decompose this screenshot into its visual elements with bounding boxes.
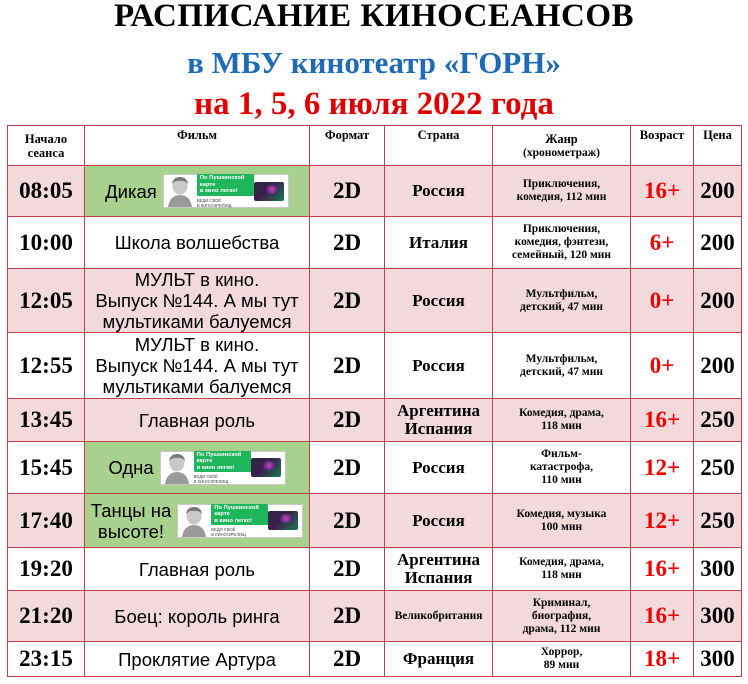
table-row: [8, 217, 742, 269]
genre_lines-line: Хоррор,: [540, 646, 583, 658]
film-format: 2D: [310, 333, 385, 399]
table-row: [8, 333, 742, 399]
country_lines-line: Россия: [412, 355, 465, 375]
age-rating: 0+: [631, 333, 694, 399]
film_lines-line: Главная роль: [138, 558, 256, 580]
film_lines-line: МУЛЬТ в кино.: [134, 269, 260, 290]
film-with-badge: [90, 451, 304, 485]
column-header-genre-sublabel: (хронометраж): [523, 146, 600, 159]
film-country: [385, 494, 493, 548]
pushkin-card-caption: [211, 527, 246, 537]
film_lines-line: Выпуск №144. А мы тут: [95, 355, 299, 376]
genre_lines-line: Криминал,: [532, 596, 591, 609]
pushkin-card-slogan-line1: По Пушкинской карте: [214, 504, 259, 518]
film-country: [385, 217, 493, 269]
film-country: [385, 399, 493, 442]
ticket-price: 200: [694, 217, 742, 269]
country_lines-line: Испания: [404, 419, 473, 438]
ticket-price: 300: [694, 548, 742, 591]
pushkin-card-slogan-line2: в кино легко!: [214, 517, 253, 524]
film-country: [385, 166, 493, 217]
ticket-price: 300: [694, 591, 742, 642]
column-header-country-label: Страна: [417, 128, 460, 142]
genre_lines-line: семейный, 120 мин: [511, 249, 612, 261]
pushkin-portrait-icon: [166, 175, 194, 207]
film-genre: [493, 442, 631, 494]
age-rating: 6+: [631, 217, 694, 269]
film-title-cell: [85, 548, 310, 591]
column-header-film-label: Фильм: [176, 128, 218, 142]
film-title: [108, 457, 153, 478]
pushkin-card-badge: [177, 504, 303, 538]
genre_lines-line: биография,: [531, 609, 592, 622]
ticket-price: 200: [694, 166, 742, 217]
schedule-title: РАСПИСАНИЕ КИНОСЕАНСОВ: [113, 0, 635, 34]
column-header-price-label: Цена: [703, 128, 732, 142]
session-time: 23:15: [8, 642, 85, 677]
film-country: [385, 642, 493, 677]
film-format: 2D: [310, 269, 385, 333]
film-genre: [493, 333, 631, 399]
country_lines-line: Франция: [402, 649, 475, 668]
age-rating: 16+: [631, 399, 694, 442]
country_lines-line: Россия: [412, 457, 465, 477]
film-title-cell: [85, 269, 310, 333]
film-country: [385, 333, 493, 399]
age-rating: 18+: [631, 642, 694, 677]
column-header-price: [694, 126, 742, 166]
genre_lines-line: катастрофа,: [529, 461, 594, 473]
genre_lines-line: Приключения,: [522, 178, 601, 190]
film-country: [385, 591, 493, 642]
genre_lines-line: Комедия, музыка: [516, 507, 607, 520]
film-format: 2D: [310, 217, 385, 269]
film-title-cell: [85, 399, 310, 442]
pushkin-card-caption-line2: В КИНО/ЗРЕЛИЩ: [193, 479, 229, 485]
pushkin-card-image-icon: [254, 182, 284, 201]
film-title-cell: [85, 591, 310, 642]
pushkin-card-slogan: [194, 451, 251, 473]
schedule-dates: на 1, 5, 6 июля 2022 года: [194, 86, 554, 122]
age-rating: 16+: [631, 166, 694, 217]
pushkin-portrait-icon: [163, 452, 191, 484]
ticket-price: 250: [694, 442, 742, 494]
film_lines-line: Главная роль: [138, 409, 256, 431]
film-genre: [493, 642, 631, 677]
session-time: 08:05: [8, 166, 85, 217]
film-genre: [493, 591, 631, 642]
session-time: 13:45: [8, 399, 85, 442]
table-row: [8, 442, 742, 494]
film-genre: [493, 166, 631, 217]
film-title-cell: [85, 166, 310, 217]
genre_lines-line: комедия, 112 мин: [516, 191, 607, 203]
pushkin-card-slogan-line2: в кино легко!: [199, 188, 238, 195]
film-genre: [493, 269, 631, 333]
table-row: [8, 269, 742, 333]
film-with-badge: [90, 500, 304, 542]
table-row: [8, 548, 742, 591]
film_lines-line: Танцы на: [90, 499, 172, 521]
genre_lines-line: комедия, фэнтези,: [514, 236, 609, 248]
genre_lines-line: Фильм-: [541, 448, 582, 460]
session-time: 12:55: [8, 333, 85, 399]
film-format: 2D: [310, 442, 385, 494]
age-rating: 12+: [631, 494, 694, 548]
genre_lines-line: Комедия, драма,: [519, 556, 604, 568]
column-header-age: [631, 126, 694, 166]
table-row: [8, 399, 742, 442]
film_lines-line: Школа волшебства: [114, 232, 280, 253]
film_lines-line: мультиками балуемся: [102, 311, 292, 332]
age-rating: 12+: [631, 442, 694, 494]
country_lines-line: Великобритания: [394, 610, 483, 622]
session-time: 12:05: [8, 269, 85, 333]
country_lines-line: Россия: [412, 510, 465, 530]
pushkin-card-caption-line2: В КИНО/ЗРЕЛИЩ: [196, 202, 232, 208]
schedule-table: [7, 125, 742, 677]
film_lines-line: Боец: король ринга: [114, 605, 280, 627]
column-header-start-label: Начало: [24, 131, 68, 146]
film-format: 2D: [310, 548, 385, 591]
column-header-format: [310, 126, 385, 166]
cinema-name: в МБУ кинотеатр «ГОРН»: [187, 45, 561, 80]
film-genre: [493, 399, 631, 442]
film-genre: [493, 217, 631, 269]
country_lines-line: Италия: [409, 232, 468, 252]
film_lines-line: мультиками балуемся: [102, 376, 292, 397]
film-format: 2D: [310, 591, 385, 642]
film-country: [385, 442, 493, 494]
film_lines-line: МУЛЬТ в кино.: [134, 334, 260, 355]
film-title: [105, 181, 157, 202]
session-time: 19:20: [8, 548, 85, 591]
film-format: 2D: [310, 166, 385, 217]
pushkin-card-caption-line2: В КИНО/ЗРЕЛИЩ: [211, 532, 246, 538]
pushkin-card-caption-line1: ВЕДИ СВОЁ: [193, 474, 218, 480]
film_lines-line: Дикая: [105, 180, 157, 202]
film_lines-line: высоте!: [97, 520, 165, 542]
genre_lines-line: 110 мин: [541, 474, 582, 486]
ticket-price: 300: [694, 642, 742, 677]
column-header-start: [8, 126, 85, 166]
country_lines-line: Россия: [412, 290, 465, 310]
genre_lines-line: драма, 112 мин: [522, 622, 601, 635]
pushkin-card-badge: [160, 451, 286, 485]
genre_lines-line: 118 мин: [541, 569, 582, 581]
pushkin-card-slogan-line1: По Пушкинской карте: [196, 451, 242, 465]
film-title: [91, 500, 172, 542]
pushkin-portrait-icon: [180, 505, 208, 537]
ticket-price: 250: [694, 494, 742, 548]
session-time: 10:00: [8, 217, 85, 269]
film-country: [385, 269, 493, 333]
schedule-rows: [8, 166, 742, 677]
table-row: [8, 166, 742, 217]
film-title-cell: [85, 217, 310, 269]
ticket-price: 250: [694, 399, 742, 442]
genre_lines-line: Мультфильм,: [525, 352, 598, 365]
film_lines-line: Выпуск №144. А мы тут: [95, 290, 299, 311]
age-rating: 16+: [631, 591, 694, 642]
pushkin-card-slogan: [211, 504, 268, 526]
film_lines-line: Одна: [108, 457, 154, 478]
pushkin-card-slogan: [197, 174, 254, 196]
genre_lines-line: 118 мин: [541, 420, 582, 432]
genre_lines-line: Приключения,: [522, 223, 601, 235]
film-format: 2D: [310, 642, 385, 677]
genre_lines-line: Комедия, драма,: [519, 407, 604, 419]
session-time: 15:45: [8, 442, 85, 494]
pushkin-card-badge: [163, 174, 289, 208]
table-header-row: [8, 126, 742, 166]
ticket-price: 200: [694, 269, 742, 333]
table-row: [8, 494, 742, 548]
column-header-age-label: Возраст: [639, 128, 685, 142]
pushkin-card-slogan-line2: в кино легко!: [196, 464, 235, 471]
age-rating: 0+: [631, 269, 694, 333]
film-format: 2D: [310, 399, 385, 442]
genre_lines-line: детский, 47 мин: [520, 300, 603, 313]
genre_lines-line: детский, 47 мин: [520, 365, 603, 378]
age-rating: 16+: [631, 548, 694, 591]
genre_lines-line: Мультфильм,: [525, 287, 598, 300]
film-genre: [493, 548, 631, 591]
column-header-genre-label: Жанр: [545, 131, 578, 146]
pushkin-card-caption: [194, 474, 229, 484]
pushkin-card-image-icon: [251, 458, 281, 477]
country_lines-line: Россия: [412, 181, 465, 200]
country_lines-line: Испания: [404, 568, 473, 587]
pushkin-card-image-icon: [268, 511, 298, 530]
session-time: 21:20: [8, 591, 85, 642]
genre_lines-line: 89 мин: [543, 659, 580, 671]
column-header-start-sublabel: сеанса: [27, 145, 65, 160]
film-country: [385, 548, 493, 591]
film-title-cell: [85, 494, 310, 548]
country_lines-line: Аргентина: [396, 401, 480, 420]
film-genre: [493, 494, 631, 548]
pushkin-card-slogan-line1: По Пушкинской карте: [199, 175, 245, 188]
session-time: 17:40: [8, 494, 85, 548]
country_lines-line: Аргентина: [396, 550, 480, 569]
film-title-cell: [85, 642, 310, 677]
table-row: [8, 642, 742, 677]
genre_lines-line: 100 мин: [540, 520, 583, 533]
pushkin-card-caption: [197, 198, 232, 208]
film-format: 2D: [310, 494, 385, 548]
column-header-genre: [493, 126, 631, 166]
pushkin-card-caption-line1: ВЕДИ СВОЁ: [211, 527, 236, 533]
film-title-cell: [85, 333, 310, 399]
column-header-country: [385, 126, 493, 166]
pushkin-card-caption-line1: ВЕДИ СВОЁ: [196, 197, 222, 203]
column-header-film: [85, 126, 310, 166]
film_lines-line: Проклятие Артура: [118, 648, 276, 670]
film-with-badge: [90, 174, 304, 208]
column-header-format-label: Формат: [324, 128, 370, 142]
ticket-price: 200: [694, 333, 742, 399]
table-row: [8, 591, 742, 642]
film-title-cell: [85, 442, 310, 494]
